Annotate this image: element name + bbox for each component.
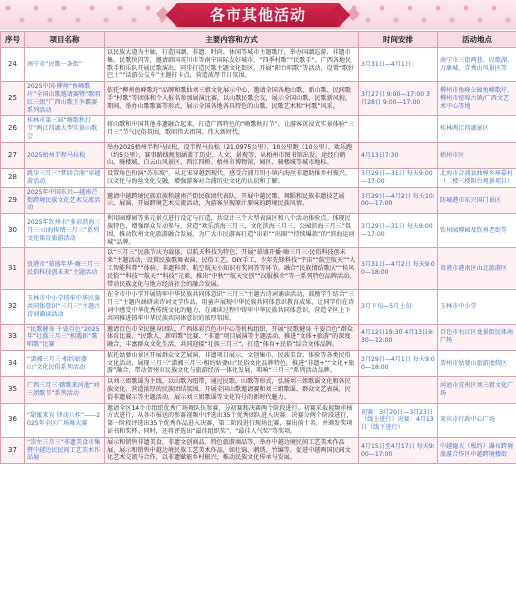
- cell-time: 3月29日—4月2日 每天10:00—17:00: [359, 187, 438, 213]
- cell-no: 36: [1, 403, 25, 437]
- cell-project-name: 贵港市“慕盛年华·嗨三月三·民俗科技创未来”主题活动: [25, 248, 105, 290]
- cell-content: 依托姑婆山景区开展群众文艺展演、非遗项目展示、文创集市、民族美食、体验等各类民俗文化活动，展现三月三“潇湘三月三·相约姑婆山”民俗文化品牌特色，推进“非遗+”“文化+旅游”融合，带动贺州市民族文化与旅游经济一体化发展，唱响“三月三”系列活动品牌。: [105, 350, 359, 376]
- table-row: [1, 116, 516, 142]
- header-content: 主要内容和方式: [105, 32, 359, 48]
- cell-project-name: “崇左三月三”非遗美食市集暨中越边民民间工艺美术作品展: [25, 437, 105, 463]
- cell-time: 3月27日 9:00—17:00 3月28日 9:00—17:00: [359, 82, 438, 116]
- cell-project-name: 跳步三月三“梦回合浦”穿越游活动: [25, 169, 105, 188]
- cell-time: 3月31日—4月2日 每天9:00—18:00: [359, 248, 438, 290]
- table-row: [1, 324, 516, 350]
- table-row: [1, 214, 516, 248]
- cell-content: 以刘三姐歌谣为主线，以山歌为纽带，通过民歌、山歌等形式，弘扬刘三姐歌谣文化和各民族文化，营造浓厚的民族团结氛围。开展全国山歌邀请赛和刘三姐歌谣、群众文艺表演、民俗非遗展示等主题活动，展示刘三姐歌谣等文化符号的新时代魅力。: [105, 377, 359, 403]
- events-table: [0, 31, 516, 464]
- cell-project-name: 广西三月三·踏歌来河池“刘三姐歌节”系列活动: [25, 377, 105, 403]
- cell-project-name: 2025梧州半程马拉松: [25, 142, 105, 168]
- cell-no: 33: [1, 324, 25, 350]
- header-place: 活动地点: [438, 32, 516, 48]
- cell-place: 北海市合浦县曲樟乡璋嘉村（二楼三楼阳台观景项目）: [438, 169, 516, 188]
- cell-content: 以“三月三”民族节庆为载体，以航天科技为特色，开展“慕盛开播·嗨三月三·民俗科技创未来”主题活动，设置民族歌舞表演、民俗工艺、DIY手工、少年先锋科技“宇宙”“航空航天”“人工智能科普”“体验、非遗科普、航空航天小知识有奖问答等环节，融合“民族情结歌庆”“桂风民俗”“科技”“航天”“科技”元素，推出“中秋”“航天文创”“汉服推介”等一系列特色品牌活动，带动民族文化与地方经济社会的融合发展。: [105, 248, 359, 290]
- cell-project-name: 桂林市第三届“嗨歌秋打节”两江四湖大型实景山歌会: [25, 116, 105, 142]
- cell-no: 29: [1, 187, 25, 213]
- cell-place: 桂林两江四湖景区: [438, 116, 516, 142]
- cell-time: 3月29日—4月1日 每天9:00—18:00: [359, 350, 438, 376]
- cell-place: 玉林市中小学: [438, 290, 516, 324]
- cell-place: 贺州市姑婆山旅游度假区: [438, 350, 516, 376]
- cell-project-name: “甜蜜来宾 律动八桂”——2025年全区广场舞大赛: [25, 403, 105, 437]
- banner-pattern-right: [346, 0, 516, 30]
- cell-no: 37: [1, 437, 25, 463]
- table-header-row: [1, 32, 516, 48]
- cell-no: 24: [1, 48, 25, 82]
- cell-content: 利用园博园等多元景点进行设定与打造，共设计三个大型表演区和八个活动体验点。体现民族特色，增强群众互动参与，营造“欢乐滨海三月三、文化滨海三月三、公园滨海三月三”氛围，推动钦州文化旅游融合发展，为广大市民游客打造“出彩”“出圈”“持续爆款”的“滨海运河城”品牌。: [105, 214, 359, 248]
- cell-place: 防城港市东兴国门景区: [438, 187, 516, 213]
- cell-content: 邀请全区14个市组织优秀广场舞队伍参赛，分初赛和决赛两个阶段进行。初赛采取视频审核方式进行，从各市报送的参赛视频中评选出35个优秀团队进入决赛。决赛分两个阶段进行，第一阶段评选出35个优秀作品进入决赛，第二阶段进行现场比赛，赛出前十名，并颁发奖项证书和奖杯。同时，还将评选出“最佳组织奖”、“最佳人气奖”等奖项。: [105, 403, 359, 437]
- cell-place: 梧州市区: [438, 142, 516, 168]
- section-banner: [0, 0, 516, 30]
- cell-time: [359, 116, 438, 142]
- cell-content: 依托“柳州鱼峰歌圩”品牌和歌仙刘三姐文化展示中心，邀请全国各地山歌、新山歌、民间歌手“村歌”等团体和个人报名参加展演比赛，以山歌民歌会友，展示全国山歌、民歌新风貌。期间，举办山歌歌赛等形式，展示全国各地各具特色的山歌、民歌艺术和“村歌”风采。: [105, 82, 359, 116]
- cell-place: 百色市右江区龙景街民体南广场: [438, 324, 516, 350]
- header-no: 序号: [1, 32, 25, 48]
- cell-content: 邀请中越跨境民族京族和越南芒街民族团代表队，开展中越民歌、舞蹈和民族非遗技艺展示、展演，开展跨境艺术交流活动，为游客呈现原汁原味的跨境民族风情。: [105, 187, 359, 213]
- cell-time: 初赛：3月20日—3月23日（线上进行）决赛：4月13日（线下进行）: [359, 403, 438, 437]
- cell-content: 设置角色扮演“苏东坡”，从北宋穿越到现代，感受合浦月饼小镇内海丝非遗助推乡村振兴、汉文化与海丝文化交融，增强游客对合浦历史文化的认识和了解。: [105, 169, 359, 188]
- table-row: [1, 290, 516, 324]
- cell-no: 28: [1, 169, 25, 188]
- table-row: [1, 403, 516, 437]
- cell-no: 27: [1, 142, 25, 168]
- cell-project-name: 2025年中国东兴—越南芒街跨境民族文化艺术交流活动: [25, 187, 105, 213]
- cell-project-name: 玉林市中小学铸牢中华民族共同体意识“三月三”主题古诗词诵读活动: [25, 290, 105, 324]
- cell-place: 河池市宜州区刘三姐文化广场: [438, 377, 516, 403]
- cell-no: 31: [1, 248, 25, 290]
- cell-place: 中越德天（板约）瀑布跨境旅游合作区中越跨境楼街: [438, 437, 516, 463]
- cell-no: 26: [1, 116, 25, 142]
- cell-project-name: 2025年钦州市“多彩滨海三月三·山海传情三月三”系列文化体育旅游活动: [25, 214, 105, 248]
- cell-content: 在全市中小学开展铸牢中华民族共同体意识“三月三”主题古诗词诵读活动，鼓励学生结合“三月三”主题内涵研读诗词文学作品，用童声展现中华民族共同体意识教育成果，让同学们在诗词中感受中华优秀传统文化的魅力，在诵读过程中铸牢中华民族共同体意识，营造全区上下共同推进铸牢中华民族共同体意识的浓厚氛围。: [105, 290, 359, 324]
- cell-no: 34: [1, 350, 25, 376]
- cell-time: 3月下旬—5月上旬: [359, 290, 438, 324]
- table-row: [1, 169, 516, 188]
- table-row: [1, 82, 516, 116]
- cell-place: 来宾市行政中心广场: [438, 403, 516, 437]
- cell-time: 3月29日—31日 每天9:00—17:00: [359, 169, 438, 188]
- cell-content: 将山歌和中国其他非遗融合起来，打造广西特色的“嗨歌秋打节”，让游客沉浸式实景体验“三月三”节气民俗氛围，歌唱伟大祖国、伟大新时代。: [105, 116, 359, 142]
- cell-time: 4月12日19:30 4月13日9:30—12:00: [359, 324, 438, 350]
- header-name: 项目名称: [25, 32, 105, 48]
- table-row: [1, 48, 516, 82]
- table-row: [1, 437, 516, 463]
- cell-content: 以民族大道为主轴，打造国潮、非遗、时尚、休闲等城市主题歌厅，举办国潮巡游、非遗市集、民歌快闪等，邀请韩国英川市等南宁国际友好城市、“四季村歌”“民歌手”、广西各地民歌手和乐队开展民歌演出。同步打造民歌主题文化街区，开展“阳台唱歌”等活动，设置“歌好巴士”“话游公交车”主题打卡点，营造浓厚节日氛围。: [105, 48, 359, 82]
- cell-place: 钦州园博园及钦州老街等: [438, 214, 516, 248]
- cell-time: 3月29日—31日 每天9:00—17:00: [359, 214, 438, 248]
- header-time: 时间安排: [359, 32, 438, 48]
- table-row: [1, 187, 516, 213]
- cell-place: 柳州市鱼峰公园鱼峰歌圩、柳州市窑埠古镇/广西文艺术中心等地: [438, 82, 516, 116]
- cell-no: 25: [1, 82, 25, 116]
- cell-project-name: “民歌健身 千姿百色”2025年“壮族三月三”相遇新“歌唱歌”比赛: [25, 324, 105, 350]
- banner-pattern-left: [0, 0, 170, 30]
- cell-place: 贵港市港南区山北旅游区: [438, 248, 516, 290]
- cell-no: 30: [1, 214, 25, 248]
- table-row: [1, 142, 516, 168]
- cell-place: 南宁市三街两巷、民歌湖、万象城、青秀山风景区等: [438, 48, 516, 82]
- table-row: [1, 377, 516, 403]
- table-row: [1, 248, 516, 290]
- cell-time: 3月31日—4月1日: [359, 48, 438, 82]
- cell-project-name: 南宁市“民歌一条街”: [25, 48, 105, 82]
- cell-no: 32: [1, 290, 25, 324]
- cell-content: 举办2025梧州半程马拉松，设半程马拉松（21.0975公里）、10公里跑（10公里）、欢乐跑（约5公里），赛事路线规划涵盖了历史、人文、景观等，从梧州市图书馆出发，途经白鹤山、骑楼城、白云山风景区、西江四桥、梧州市博物馆、园区、骑楼城等城市地标。: [105, 142, 359, 168]
- section-title: 各市其他活动: [209, 6, 306, 24]
- cell-time: 4月15日至4月17日 每天9:00—17:00: [359, 437, 438, 463]
- cell-no: 35: [1, 377, 25, 403]
- cell-content: 邀请百色市全民健身团队、广西体彩百色市中心等机构组织，开展“民歌健身 千姿百色”群众体育比赛、“民歌人、新唱歌”比赛、“非遗”项目展演等主题活动，推进“文体+旅游”的深度融合，丰富群众文化生活，共同迎接“壮族三月三”，打造“体育+民俗”综合文体品牌。: [105, 324, 359, 350]
- table-row: [1, 350, 516, 376]
- cell-project-name: “潇湘三月三·相约姑婆山”文化民俗系列活动: [25, 350, 105, 376]
- cell-time: [359, 377, 438, 403]
- cell-content: 展示和销售非遗美食，非遗文创商品、特色旅游商品等，举办中越边境民间工艺美术作品展，展示和销售中越边境民族工艺美术作品，如壮锦、刺绣、竹编等，促进中越两国民间文化艺术交流与合作，以非遗赋能乡村振兴，推动民族文化传承与发展。: [105, 437, 359, 463]
- cell-time: 4月13日7:30: [359, 142, 438, 168]
- cell-project-name: 2025中国·柳州“鱼峰歌圩”全国山歌邀请赛暨“歌唱红三姐”广西山歌王争霸赛系列活动: [25, 82, 105, 116]
- table-body: [1, 48, 516, 464]
